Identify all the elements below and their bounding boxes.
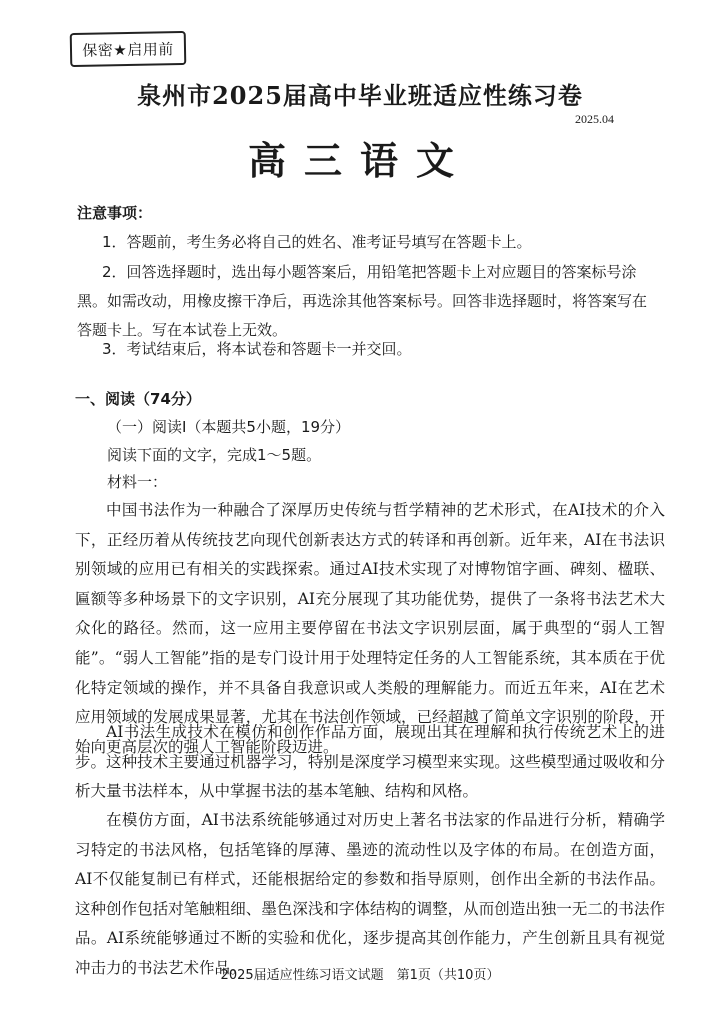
page-footer: 2025届适应性练习语文试题 第1页（共10页） [220, 968, 500, 983]
section-title: 一、阅读（74分） [75, 390, 201, 408]
notice-item: 1．答题前，考生务必将自己的姓名、准考证号填写在答题卡上。 [102, 233, 532, 251]
confidential-stamp: 保密★启用前 [70, 31, 187, 67]
body-paragraph: AI书法生成技术在模仿和创作作品方面，展现出其在理解和执行传统艺术上的进步。这种技术主要通过机器学习，特别是深度学习模型来实现。这些模型通过吸收和分析大量书法样本，从中掌握书法的基本笔触、结构和风格。 [75, 723, 665, 801]
notice-item: 3．考试结束后，将本试卷和答题卡一并交回。 [102, 340, 412, 358]
body-paragraph: 中国书法作为一种融合了深厚历史传统与哲学精神的艺术形式，在AI技术的介入下，正经历着从传统技艺向现代创新表达方式的转译和再创新。近年来，AI在书法识别领域的应用已有相关的实践探索。通过AI技术实现了对博物馆字画、碑刻、楹联、匾额等多种场景下的文字识别，AI充分展现了其功能优势，提供了一条将书法艺术大众化的路径。然而，这一应用主要停留在书法文字识别层面，属于典型的“弱人工智能”。“弱人工智能”指的是专门设计用于处理特定任务的人工智能系统，其本质在于优化特定领域的操作，并不具备自我意识或人类般的理解能力。而近五年来，AI在艺术应用领域的发展成果显著，尤其在书法创作领域，已经超越了简单文字识别的阶段，开始向更高层次的强人工智能阶段迈进。 [75, 501, 665, 756]
body-paragraph: 在模仿方面，AI书法系统能够通过对历史上著名书法家的作品进行分析，精确学习特定的书法风格，包括笔锋的厚薄、墨迹的流动性以及字体的布局。在创造方面，AI不仅能复制已有样式，还能根据给定的参数和指导原则，创作出全新的书法作品。这种创作包括对笔触粗细、墨色深浅和字体结构的调整，从而创造出独一无二的书法作品。AI系统能够通过不断的实验和优化，逐步提高其创作能力，产生创新且具有视觉冲击力的书法艺术作品。 [75, 811, 665, 977]
exam-title: 泉州市2025届高中毕业班适应性练习卷 [137, 81, 583, 110]
subsection-title: （一）阅读Ⅰ（本题共5小题，19分） [107, 418, 351, 436]
exam-date: 2025.04 [575, 112, 614, 126]
notice-item: 2．回答选择题时，选出每小题答案后，用铅笔把答题卡上对应题目的答案标号涂黑。如需改动，用橡皮擦干净后，再选涂其他答案标号。回答非选择题时，将答案写在答题卡上。写在本试卷上无效。 [77, 263, 648, 339]
subject-title: 高三语文 [247, 138, 472, 183]
material-label: 材料一： [107, 473, 168, 491]
notice-heading: 注意事项： [77, 204, 153, 222]
reading-instruction: 阅读下面的文字，完成1～5题。 [107, 446, 322, 464]
